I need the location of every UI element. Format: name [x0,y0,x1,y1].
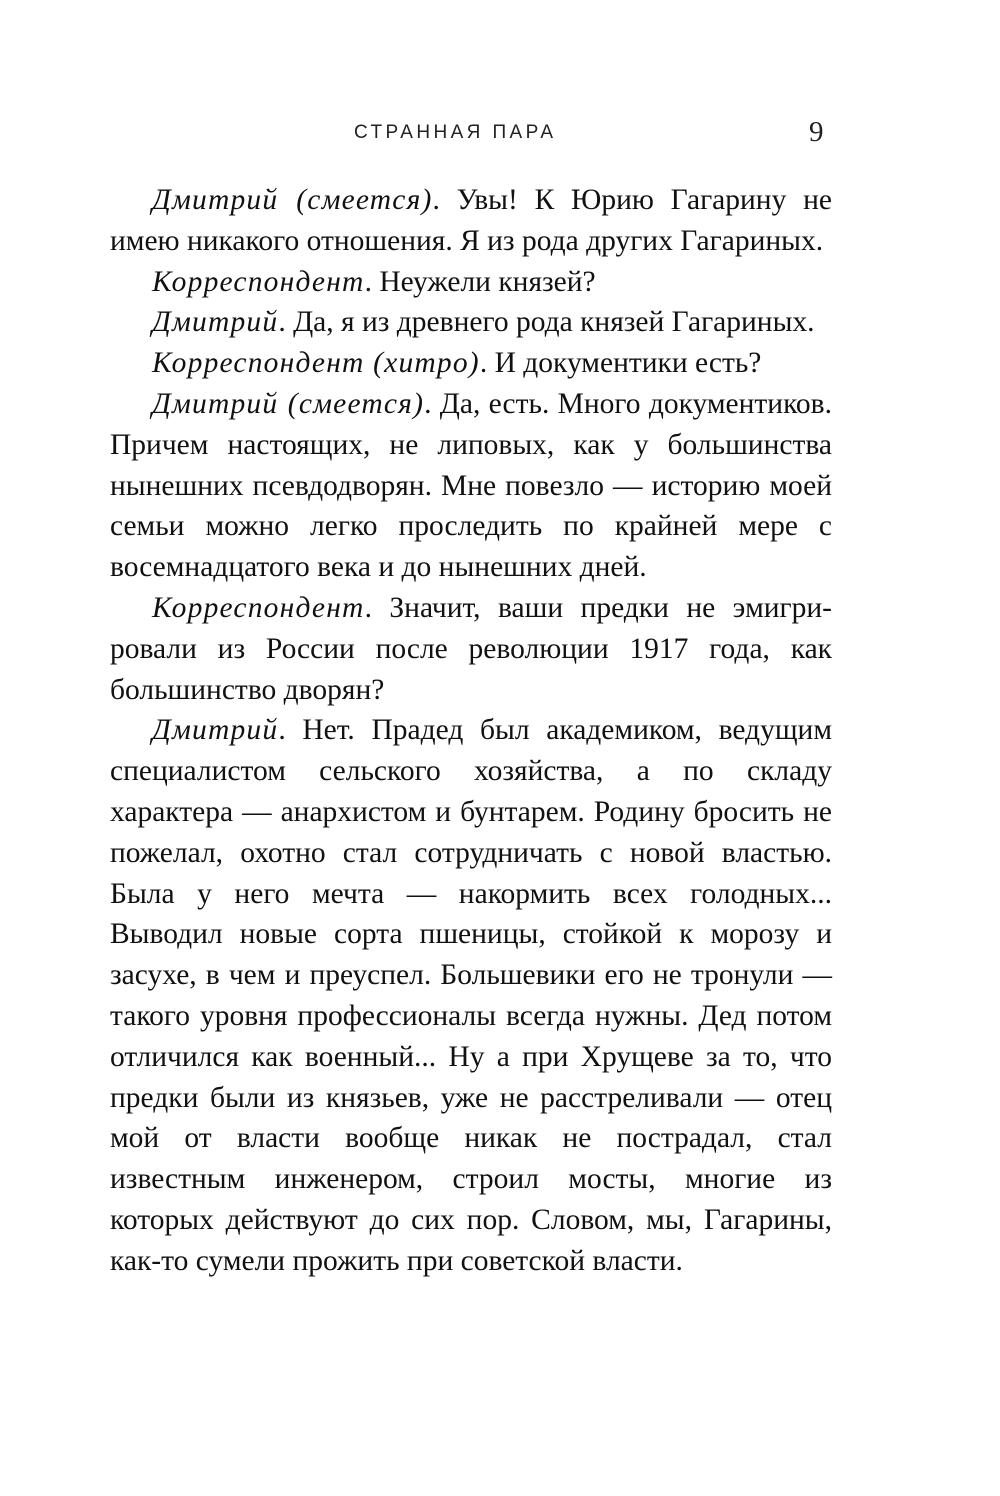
paragraph-text: . Да, я из древнего рода князей Гагариных. [278,306,815,339]
speaker-label: Корреспондент [152,265,365,298]
paragraph [110,343,832,384]
speaker-label: Корреспондент (хитро) [152,347,480,380]
paragraph-text: . Да, есть. Много документиков. Причем настоящих, не липовых, как у большинства нынешних псевдодворян. Мне повезло — историю моей семьи можно легко проследить по крайней мере с восемнадцатого века и до нынешних дней. [110,387,832,584]
body-text [110,180,832,1282]
running-title: СТРАННАЯ ПАРА [354,122,557,143]
paragraph [110,588,832,710]
speaker-label: Дмитрий [152,714,279,747]
paragraph-text: . И документики есть? [479,347,762,380]
paragraph-text: . Увы! К Юрию Гагарину не имею никакого отношения. Я из рода других Гагариных. [110,184,832,257]
paragraph-text: . Нет. Прадед был академиком, ведущим специалистом сельского хозяйства, а по складу характера — анархистом и бунтарем. Родину бросить не пожелал, охотно стал сотрудничать с новой властью. Была у него мечта — накормить всех голодных... Выводил новые сорта пшеницы, стойкой к морозу и засухе, в чем и преуспел. Большевики его не тронули — такого уровня профессионалы всегда нужны. Дед потом отличился как военный... Ну а при Хрущеве за то, что предки были из князьев, уже не расстреливали — отец мой от власти вообще никак не пострадал, стал известным инженером, строил мосты, многие из которых действуют до сих пор. Словом, мы, Гагарины, как-то сумели прожить при советской власти. [110,714,832,1277]
paragraph [110,710,832,1281]
speaker-label: Дмитрий (смеется) [152,387,425,420]
speaker-label: Дмитрий (смеется) [152,184,433,216]
page-number: 9 [809,116,824,148]
speaker-label: Дмитрий [152,306,279,339]
paragraph [110,384,832,588]
paragraph-text: . Неужели князей? [364,265,596,298]
speaker-label: Корреспондент [152,591,365,624]
paragraph [110,180,832,262]
paragraph-text: . Значит, ваши предки не эмигрировали из России после революции 1917 года, как большинство дворян? [110,591,832,706]
paragraph [110,262,832,303]
paragraph [110,302,832,343]
